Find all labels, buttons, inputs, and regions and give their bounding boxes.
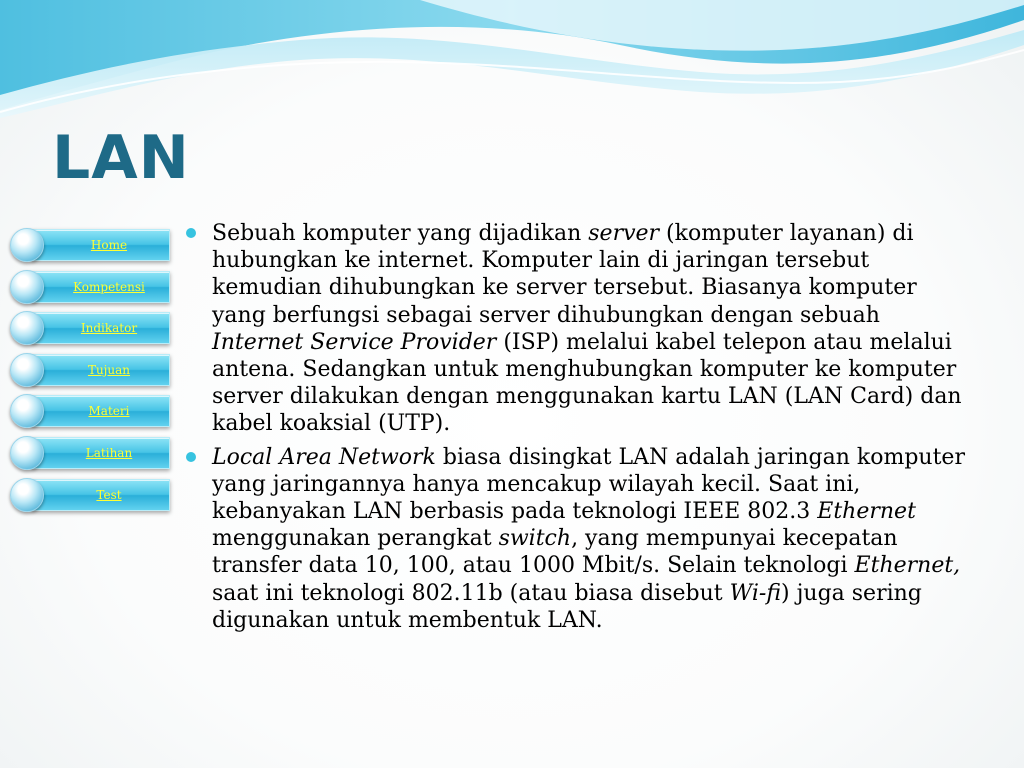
nav-link-test[interactable]: Test <box>96 487 122 502</box>
text-run: ) juga sering digunakan untuk membentuk LAN. <box>212 580 922 633</box>
text-run-italic: switch <box>498 526 572 552</box>
orb-icon <box>10 228 44 262</box>
nav-link-indikator[interactable]: Indikator <box>80 321 138 336</box>
text-run: biasa disingkat LAN adalah jaringan komputer yang jaringannya hanya mencakup wilayah kecil. Saat ini, kebanyakan LAN berbasis pada teknologi IEEE 802.3 <box>212 444 965 525</box>
orb-icon <box>10 311 44 345</box>
text-run: , yang mempunyai kecepatan transfer data 10, 100, atau 1000 Mbit/s. Selain teknologi <box>212 526 898 579</box>
text-run-italic: Ethernet, <box>854 553 961 579</box>
slide-title: LAN <box>52 123 190 193</box>
orb-icon <box>10 436 44 470</box>
bullet-item-server <box>186 220 976 438</box>
bullet-text <box>212 445 965 633</box>
text-run-italic: Ethernet <box>817 499 916 525</box>
nav-button-bar[interactable] <box>32 479 170 511</box>
side-navigation <box>10 228 170 519</box>
nav-button-bar[interactable] <box>32 437 170 469</box>
content-bullet-list <box>186 220 976 640</box>
text-run-italic: Internet Service Provider <box>212 329 497 355</box>
nav-link-materi[interactable]: Materi <box>88 404 130 419</box>
nav-button-bar[interactable] <box>32 354 170 386</box>
bullet-item-lan-definition <box>186 444 976 634</box>
nav-item-kompetensi[interactable] <box>10 270 170 306</box>
nav-link-latihan[interactable]: Latihan <box>85 445 133 460</box>
orb-icon <box>10 478 44 512</box>
nav-item-materi[interactable] <box>10 394 170 430</box>
nav-item-home[interactable] <box>10 228 170 264</box>
text-run-italic: Wi-fi <box>729 580 781 606</box>
bullet-dot-icon <box>186 452 196 462</box>
nav-button-bar[interactable] <box>32 312 170 344</box>
nav-link-home[interactable]: Home <box>90 238 128 252</box>
nav-button-bar[interactable] <box>32 229 170 261</box>
nav-item-tujuan[interactable] <box>10 353 170 389</box>
nav-button-bar[interactable] <box>32 395 170 427</box>
nav-item-test[interactable] <box>10 478 170 514</box>
orb-icon <box>10 353 44 387</box>
text-run: saat ini teknologi 802.11b (atau biasa disebut <box>212 580 730 606</box>
bullet-text <box>212 221 962 436</box>
nav-link-kompetensi[interactable]: Kompetensi <box>73 279 145 294</box>
text-run: (ISP) melalui kabel telepon atau melalui antena. Sedangkan untuk menghubungkan komputer ke komputer server dilakukan dengan menggunakan kartu LAN (LAN Card) dan kabel koaksial (UTP). <box>212 329 962 437</box>
text-run-italic: server <box>588 221 660 246</box>
bullet-dot-icon <box>186 228 196 238</box>
text-run: menggunakan perangkat <box>212 526 499 552</box>
nav-item-latihan[interactable] <box>10 436 170 472</box>
wave-header-decoration <box>0 0 1024 130</box>
orb-icon <box>10 270 44 304</box>
nav-button-bar[interactable] <box>32 271 170 303</box>
text-run: Sebuah komputer yang dijadikan <box>212 221 589 246</box>
nav-link-tujuan[interactable]: Tujuan <box>87 362 131 377</box>
text-run: (komputer layanan) di hubungkan ke internet. Komputer lain di jaringan tersebut kemudian dihubungkan ke server tersebut. Biasanya komputer yang berfungsi sebagai server dihubungkan dengan sebuah <box>212 221 917 328</box>
nav-item-indikator[interactable] <box>10 311 170 347</box>
text-run-italic: Local Area Network <box>212 444 436 470</box>
